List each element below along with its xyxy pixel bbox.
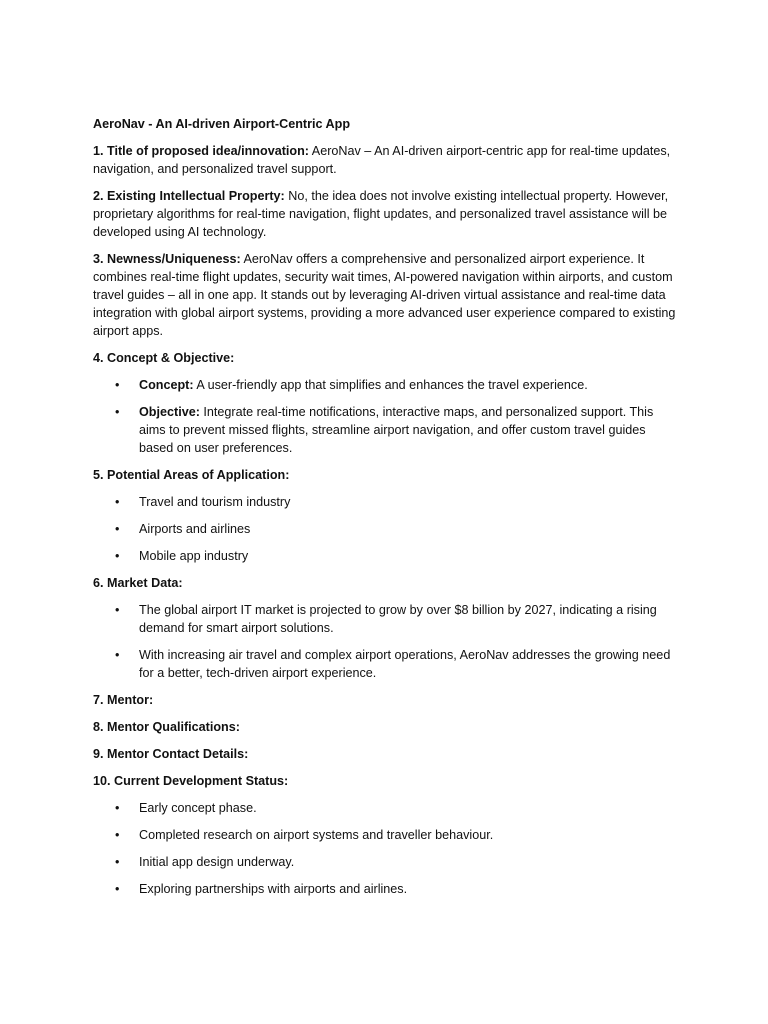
list-item [93,376,678,394]
list-item [93,493,678,511]
section-text: No, the idea does not involve existing intellectual property. However, proprietary algorithms for real-time navigation, flight updates, and personalized travel assistance will be developed using AI technology. [93,189,669,239]
bullet-icon: • [115,522,120,536]
list-item [93,799,678,817]
list-item [93,520,678,538]
bullet-icon: • [115,405,120,419]
section-title-of-idea [93,142,678,178]
concept-list [93,376,678,457]
item-text: Integrate real-time notifications, interactive maps, and personalized support. This aims to prevent missed flights, streamline airport navigation, and offer custom travel guides based on user preferences. [139,405,654,455]
item-text: With increasing air travel and complex airport operations, AeroNav addresses the growing need for a better, tech-driven airport experience. [139,648,671,680]
section-heading-mentor-contact: 9. Mentor Contact Details: [93,747,249,761]
list-item [93,547,678,565]
item-text: Mobile app industry [139,549,249,563]
section-heading-market-data: 6. Market Data: [93,576,183,590]
applications-list [93,493,678,565]
list-item [93,646,678,682]
bullet-icon: • [115,648,120,662]
document-title: AeroNav - An AI-driven Airport-Centric App [93,117,351,131]
section-label: 3. Newness/Uniqueness: [93,252,241,266]
item-text: The global airport IT market is projected to grow by over $8 billion by 2027, indicating a rising demand for smart airport solutions. [139,603,657,635]
item-text: Travel and tourism industry [139,495,291,509]
bullet-icon: • [115,603,120,617]
section-label: 2. Existing Intellectual Property: [93,189,285,203]
bullet-icon: • [115,495,120,509]
list-item [93,826,678,844]
section-text: AeroNav offers a comprehensive and personalized airport experience. It combines real-time flight updates, security wait times, AI-powered navigation within airports, and custom travel guides – all in one app. It stands out by leveraging AI-driven virtual assistance and real-time data integration with global airport systems, providing a more advanced user experience compared to existing airport apps. [93,252,676,338]
item-label: Objective: [139,405,200,419]
item-text: A user-friendly app that simplifies and enhances the travel experience. [193,378,588,392]
list-item [93,880,678,898]
section-heading-concept: 4. Concept & Objective: [93,351,235,365]
section-heading-mentor: 7. Mentor: [93,693,154,707]
item-text: Airports and airlines [139,522,251,536]
bullet-icon: • [115,855,120,869]
bullet-icon: • [115,882,120,896]
section-label: 1. Title of proposed idea/innovation: [93,144,309,158]
bullet-icon: • [115,828,120,842]
section-heading-mentor-qualifications: 8. Mentor Qualifications: [93,720,240,734]
bullet-icon: • [115,801,120,815]
list-item [93,403,678,457]
section-newness [93,250,678,340]
list-item [93,853,678,871]
bullet-icon: • [115,549,120,563]
market-data-list [93,601,678,682]
bullet-icon: • [115,378,120,392]
section-existing-ip [93,187,678,241]
section-heading-development-status: 10. Current Development Status: [93,774,289,788]
item-text: Exploring partnerships with airports and airlines. [139,882,408,896]
item-text: Initial app design underway. [139,855,295,869]
development-status-list [93,799,678,898]
item-text: Completed research on airport systems and traveller behaviour. [139,828,494,842]
list-item [93,601,678,637]
section-text: AeroNav – An AI-driven airport-centric app for real-time updates, navigation, and personalized travel support. [93,144,671,176]
item-label: Concept: [139,378,194,392]
item-text: Early concept phase. [139,801,257,815]
section-heading-applications: 5. Potential Areas of Application: [93,468,290,482]
